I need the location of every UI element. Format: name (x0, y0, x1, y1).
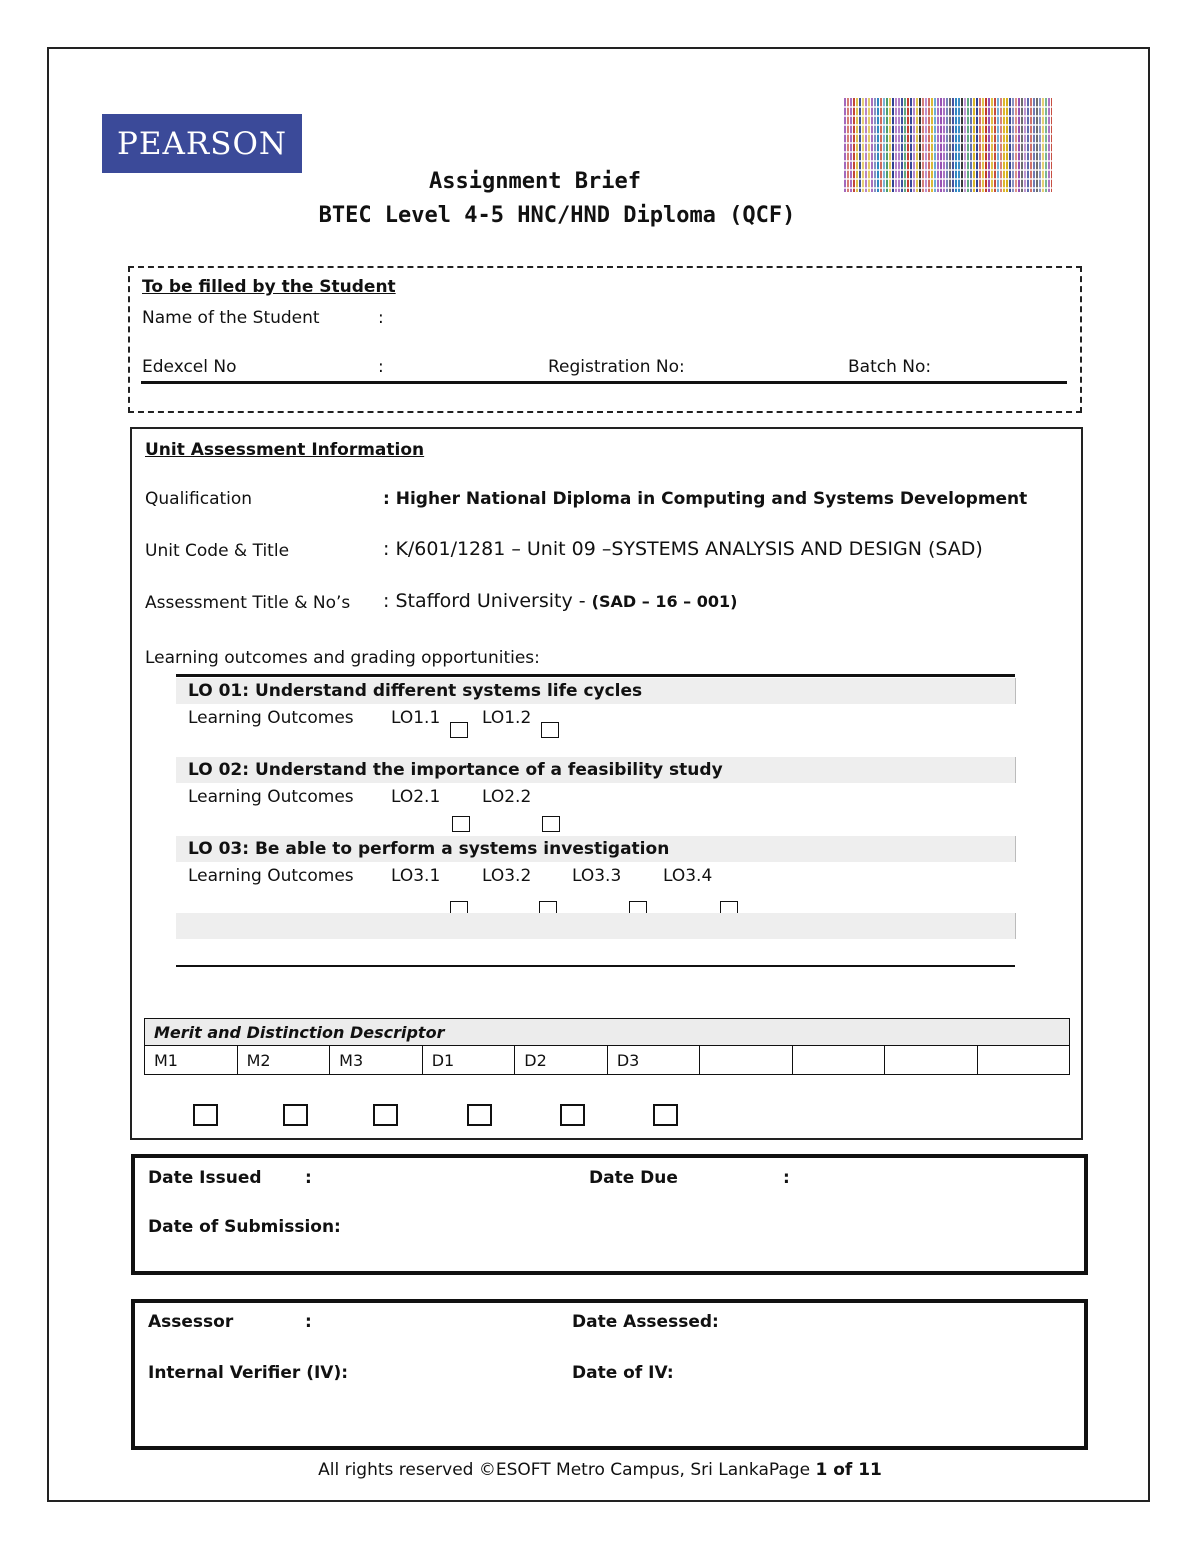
lo3-3-checkbox[interactable] (629, 901, 647, 913)
footer-rights: All rights reserved ©ESOFT Metro Campus, Sri Lanka (318, 1460, 769, 1480)
batch-label: Batch No: (848, 357, 932, 377)
assessor-colon: : (305, 1312, 312, 1332)
md-cell-m2: M2 (237, 1046, 330, 1075)
lo2-1-code: LO2.1 (391, 787, 441, 807)
lo-top-rule (176, 674, 1015, 677)
edexcel-label: Edexcel No (142, 357, 237, 377)
document-subtitle: BTEC Level 4-5 HNC/HND Diploma (QCF) (318, 203, 796, 228)
pearson-logo (102, 114, 302, 173)
md-header-row (145, 1019, 1070, 1046)
student-name-colon: : (378, 308, 384, 328)
assessor-label: Assessor (148, 1312, 234, 1332)
lo1-2-code: LO1.2 (482, 708, 532, 728)
md-heading: Merit and Distinction Descriptor (145, 1019, 1070, 1046)
m1-checkbox[interactable] (193, 1104, 218, 1126)
lo2-2-code: LO2.2 (482, 787, 532, 807)
qualification-value: : Higher National Diploma in Computing and Systems Development (383, 489, 1028, 509)
m3-checkbox[interactable] (373, 1104, 398, 1126)
date-issued-label: Date Issued (148, 1168, 262, 1188)
internal-verifier-label: Internal Verifier (IV): (148, 1363, 349, 1383)
date-iv-label: Date of IV: (572, 1363, 674, 1383)
footer (0, 1460, 1200, 1480)
assessment-title-label: Assessment Title & No’s (145, 593, 351, 613)
d3-checkbox[interactable] (653, 1104, 678, 1126)
lo1-1-code: LO1.1 (391, 708, 441, 728)
md-cell-empty-3 (885, 1046, 977, 1075)
m2-checkbox[interactable] (283, 1104, 308, 1126)
md-cell-d2: D2 (515, 1046, 608, 1075)
md-cell-d1: D1 (422, 1046, 515, 1075)
lo3-4-checkbox[interactable] (720, 901, 738, 913)
date-assessed-label: Date Assessed: (572, 1312, 719, 1332)
d2-checkbox[interactable] (560, 1104, 585, 1126)
unit-code-label: Unit Code & Title (145, 541, 290, 561)
footer-page-number: 1 (815, 1460, 828, 1480)
md-cell-d3: D3 (607, 1046, 700, 1075)
date-due-colon: : (783, 1168, 790, 1188)
registration-label: Registration No: (548, 357, 685, 377)
assessment-title-value: : Stafford University - (383, 590, 592, 612)
md-cell-empty-4 (977, 1046, 1069, 1075)
lo-02-title: LO 02: Understand the importance of a feasibility study (188, 760, 723, 780)
edexcel-colon: : (378, 357, 384, 377)
merit-distinction-table (144, 1018, 1070, 1075)
lo-bottom-rule (176, 965, 1015, 967)
student-name-field[interactable] (392, 306, 1062, 328)
lo1-1-checkbox[interactable] (450, 722, 468, 738)
footer-page-word: Page (768, 1460, 816, 1480)
md-cell-empty-1 (700, 1046, 792, 1075)
lo3-1-code: LO3.1 (391, 866, 441, 886)
unit-code-value: : K/601/1281 – Unit 09 –SYSTEMS ANALYSIS AND DESIGN (SAD) (383, 538, 983, 560)
md-cells-row (145, 1046, 1070, 1075)
date-due-label: Date Due (589, 1168, 678, 1188)
lo-intro: Learning outcomes and grading opportunities: (145, 648, 540, 668)
qualification-label: Qualification (145, 489, 253, 509)
student-name-label: Name of the Student (142, 308, 320, 328)
lo-empty-bar (176, 913, 1016, 939)
lo-03-label: Learning Outcomes (188, 866, 354, 886)
d1-checkbox[interactable] (467, 1104, 492, 1126)
lo3-3-code: LO3.3 (572, 866, 622, 886)
lo2-2-checkbox[interactable] (542, 816, 560, 832)
md-cell-m3: M3 (330, 1046, 423, 1075)
date-submission-label: Date of Submission: (148, 1217, 341, 1237)
document-title: Assignment Brief (429, 169, 641, 194)
lo-02-label: Learning Outcomes (188, 787, 354, 807)
lo3-1-checkbox[interactable] (450, 901, 468, 913)
footer-of-word: of (827, 1460, 859, 1480)
lo1-2-checkbox[interactable] (541, 722, 559, 738)
logo-text: PEARSON (117, 125, 287, 162)
assessment-code: (SAD – 16 – 001) (591, 592, 738, 611)
lo-01-label: Learning Outcomes (188, 708, 354, 728)
assessment-title-line (383, 590, 737, 612)
student-heading: To be filled by the Student (142, 277, 396, 297)
lo3-2-checkbox[interactable] (539, 901, 557, 913)
lo3-4-code: LO3.4 (663, 866, 713, 886)
lo-01-title: LO 01: Understand different systems life cycles (188, 681, 643, 701)
lo-03-title: LO 03: Be able to perform a systems investigation (188, 839, 670, 859)
student-divider (141, 381, 1067, 384)
date-issued-colon: : (305, 1168, 312, 1188)
lo2-1-checkbox[interactable] (452, 816, 470, 832)
footer-page-total: 11 (858, 1460, 882, 1480)
unit-heading: Unit Assessment Information (145, 440, 425, 460)
lo3-2-code: LO3.2 (482, 866, 532, 886)
md-cell-empty-2 (792, 1046, 884, 1075)
md-cell-m1: M1 (145, 1046, 238, 1075)
